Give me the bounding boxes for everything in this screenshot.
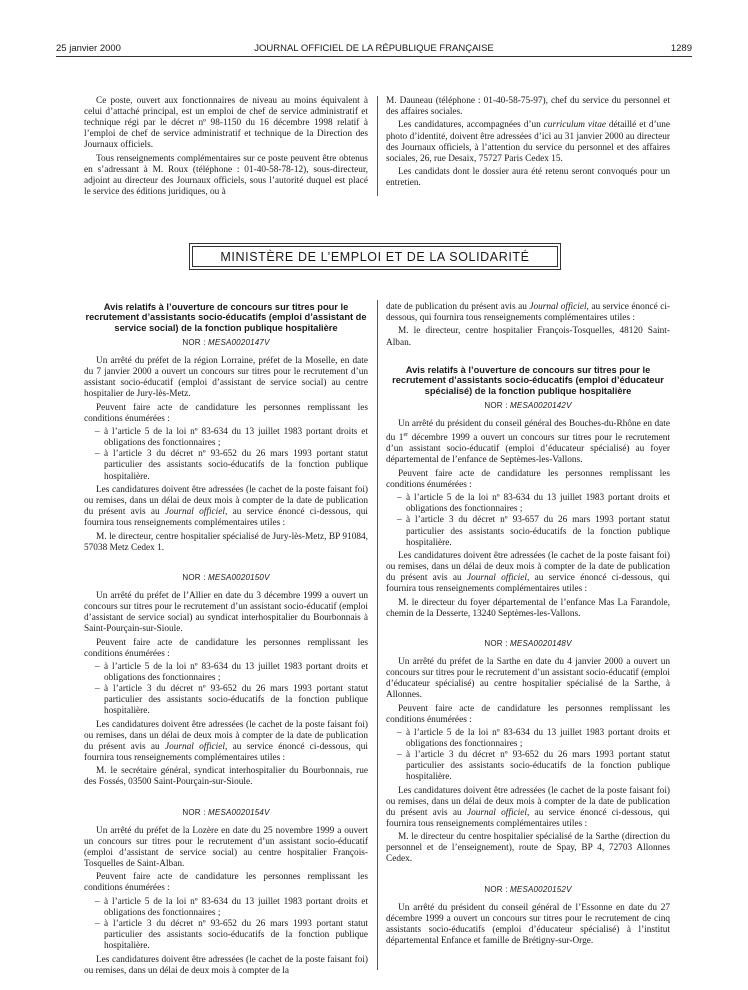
list-item: – à l’article 3 du décret nº 93-652 du 26 mars 1993 portant statut particulier des assistants socio-éducatifs de la fonction publique hospitalière. xyxy=(95,684,368,717)
column-divider xyxy=(377,300,378,970)
conditions-list xyxy=(84,427,368,482)
paragraph: M. Dauneau (téléphone : 01-40-58-75-97), chef du service du personnel et des affaires sociales. xyxy=(386,96,670,118)
nor-reference: NOR : MESA0020150V xyxy=(182,573,270,583)
top-left-column xyxy=(84,96,368,200)
header-journal-title: JOURNAL OFFICIEL DE LA RÉPUBLIQUE FRANÇAISE xyxy=(254,42,494,54)
list-item: – à l’article 5 de la loi nº 83-634 du 13 juillet 1983 portant droits et obligations des fonctionnaires ; xyxy=(95,896,368,918)
section-title: Avis relatifs à l’ouverture de concours sur titres pour le recrutement d’assistants socio-éducatifs (emploi d’assistant de service social) de la fonction publique hospitalière xyxy=(85,302,367,333)
conditions-list xyxy=(84,897,368,952)
paragraph: Peuvent faire acte de candidature les personnes remplissant les conditions énumérées : xyxy=(386,703,670,725)
paragraph: Les candidatures doivent être adressées (le cachet de la poste faisant foi) ou remises, dans un délai de deux mois à compter de la date de publication du présent avis au Journal officiel, au service énoncé ci-dessous, qui fournira tous renseignements complémentaires utiles : xyxy=(84,719,368,763)
paragraph: Les candidats dont le dossier aura été retenu seront convoqués pour un entretien. xyxy=(386,167,670,189)
ministry-heading-box xyxy=(189,243,561,270)
list-item: – à l’article 3 du décret nº 93-652 du 26 mars 1993 portant statut particulier des assistants socio-éducatifs de la fonction publique hospitalière. xyxy=(95,449,368,482)
paragraph: Les candidatures doivent être adressées (le cachet de la poste faisant foi) ou remises, dans un délai de deux mois à compter de la date de publication du présent avis au Journal officiel, au service énoncé ci-dessous, qui fournira tous renseignements complémentaires utiles : xyxy=(84,484,368,529)
paragraph: Les candidatures, accompagnées d’un curriculum vitae détaillé et d’une photo d’identité, doivent être adressées d’ici au 31 janvier 2000 au directeur des Journaux officiels, à l’attention du service du personnel et des affaires sociales, 26, rue Desaix, 75727 Paris Cedex 15. xyxy=(386,120,670,164)
nor-reference: NOR : MESA0020152V xyxy=(484,884,572,894)
list-item: – à l’article 5 de la loi nº 83-634 du 13 juillet 1983 portant droits et obligations des fonctionnaires ; xyxy=(397,728,670,750)
paragraph: Un arrêté du préfet de la Sarthe en date du 4 janvier 2000 a ouvert un concours sur titres pour le recrutement d’un assistant socio-éducatif (emploi d’éducateur spécialisé) au centre hospitalier spécialisé de la Sarthe, à Allonnes. xyxy=(386,657,670,701)
conditions-list xyxy=(84,662,368,717)
paragraph: Peuvent faire acte de candidature les personnes remplissant les conditions énumérées : xyxy=(386,468,670,490)
paragraph: Un arrêté du préfet de la région Lorraine, préfet de la Moselle, en date du 7 janvier 2000 a ouvert un concours sur titres pour le recrutement d’un assistant socio-éducatif (emploi d’assistant de service social) au centre hospitalier de Jury-lès-Metz. xyxy=(84,356,368,400)
address-paragraph: M. le secrétaire général, syndicat interhospitalier du Bourbonnais, rue des Fossés, 03500 Saint-Pourçain-sur-Sioule. xyxy=(84,766,368,788)
nor-reference: NOR : MESA0020147V xyxy=(182,338,270,348)
paragraph: date de publication du présent avis au Journal officiel, au service énoncé ci-dessous, qui fournira tous renseignements complémentaires utiles : xyxy=(386,302,671,324)
nor-reference: NOR : MESA0020142V xyxy=(484,401,572,411)
address-paragraph: M. le directeur, centre hospitalier François-Tosquelles, 48120 Saint-Alban. xyxy=(386,326,670,348)
paragraph: Tous renseignements complémentaires sur ce poste peuvent être obtenus en s’adressant à M. Roux (téléphone : 01-40-58-78-12), sous-directeur, adjoint au directeur des Journaux officiels, sous l’autorité duquel est placé le service des éditions juridiques, ou à xyxy=(84,153,368,197)
list-item: – à l’article 3 du décret nº 93-652 du 26 mars 1993 portant statut particulier des assistants socio-éducatifs de la fonction publique hospitalière. xyxy=(95,919,368,952)
paragraph: Un arrêté du préfet de l’Allier en date du 3 décembre 1999 a ouvert un concours sur titres pour le recrutement d’un assistant socio-éducatif (emploi d’assistant de service social) au syndicat interhospitalier du Bourbonnais à Saint-Pourçain-sur-Sioule. xyxy=(84,591,368,635)
conditions-list xyxy=(386,728,670,783)
paragraph: Les candidatures doivent être adressées (le cachet de la poste faisant foi) ou remises, dans un délai de deux mois à compter de la date de publication du présent avis au Journal officiel, au service énoncé ci-dessous, qui fournira tous renseignements complémentaires utiles : xyxy=(386,551,670,595)
conditions-list xyxy=(386,493,670,548)
paragraph: Un arrêté du président du conseil général des Bouches-du-Rhône en date du 1er décembre 1999 a ouvert un concours sur titres pour le recrutement d’un assistant socio-éducatif (emploi d’éducateur spécialisé) au foyer départemental de l’enfance de Septèmes-les-Vallons. xyxy=(386,419,670,466)
paragraph: Peuvent faire acte de candidature les personnes remplissant les conditions énumérées : xyxy=(84,637,368,659)
left-column xyxy=(84,302,368,979)
top-right-column xyxy=(386,96,670,192)
header-page-number: 1289 xyxy=(670,42,692,54)
paragraph: Peuvent faire acte de candidature les personnes remplissant les conditions énumérées : xyxy=(84,872,368,894)
paragraph: Les candidatures doivent être adressées (le cachet de la poste faisant foi) ou remises, dans un délai de deux mois à compter de la xyxy=(84,954,368,976)
address-paragraph: M. le directeur du centre hospitalier spécialisé de la Sarthe (direction du personnel et de l’enseignement), route de Spay, BP 4, 72703 Allonnes Cedex. xyxy=(386,832,670,865)
ministry-heading: MINISTÈRE DE L’EMPLOI ET DE LA SOLIDARITÉ xyxy=(192,246,558,267)
italic-term: curriculum vitae xyxy=(543,120,606,131)
list-item: – à l’article 5 de la loi nº 83-634 du 13 juillet 1983 portant droits et obligations des fonctionnaires ; xyxy=(95,662,368,684)
section-title: Avis relatifs à l’ouverture de concours sur titres pour le recrutement d’assistants socio-éducatifs (emploi d’éducateur spécialisé) de la fonction publique hospitalière xyxy=(392,364,664,396)
right-column xyxy=(386,302,670,950)
paragraph: Un arrêté du préfet de la Lozère en date du 25 novembre 1999 a ouvert un concours sur titres pour le recrutement d’un assistant socio-éducatif (emploi d’assistant de service social) au centre hospitalier François-Tosquelles de Saint-Alban. xyxy=(84,825,368,869)
list-item: – à l’article 5 de la loi nº 83-634 du 13 juillet 1983 portant droits et obligations des fonctionnaires ; xyxy=(397,493,670,515)
address-paragraph: M. le directeur du foyer départemental de l’enfance Mas La Farandole, chemin de la Desserte, 13240 Septèmes-les-Vallons. xyxy=(386,597,670,619)
list-item: – à l’article 3 du décret nº 93-657 du 26 mars 1993 portant statut particulier des assistants socio-éducatifs de la fonction publique hospitalière. xyxy=(397,515,670,548)
paragraph: Les candidatures doivent être adressées (le cachet de la poste faisant foi) ou remises, dans un délai de deux mois à compter de la date de publication du présent avis au Journal officiel, au service énoncé ci-dessous, qui fournira tous renseignements complémentaires utiles : xyxy=(386,785,670,829)
paragraph: Ce poste, ouvert aux fonctionnaires de niveau au moins équivalent à celui d’attaché principal, est un emploi de chef de service administratif et technique régi par le décret nº 98-1150 du 16 décembre 1998 relatif à l’emploi de chef de service administratif et technique de la Direction des Journaux officiels. xyxy=(84,96,368,151)
page-header xyxy=(56,40,692,56)
list-item: – à l’article 3 du décret nº 93-652 du 26 mars 1993 portant statut particulier des assistants socio-éducatifs de la fonction publique hospitalière. xyxy=(397,750,670,783)
header-date: 25 janvier 2000 xyxy=(56,42,121,54)
column-divider xyxy=(377,96,378,196)
header-rule xyxy=(56,56,692,57)
address-paragraph: M. le directeur, centre hospitalier spécialisé de Jury-lès-Metz, BP 91084, 57038 Metz Cedex 1. xyxy=(84,531,368,553)
nor-reference: NOR : MESA0020148V xyxy=(484,639,572,649)
list-item: – à l’article 5 de la loi nº 83-634 du 13 juillet 1983 portant droits et obligations des fonctionnaires ; xyxy=(95,427,368,449)
paragraph: Peuvent faire acte de candidature les personnes remplissant les conditions énumérées : xyxy=(84,402,368,424)
paragraph: Un arrêté du président du conseil général de l’Essonne en date du 27 décembre 1999 a ouvert un concours sur titres pour le recrutement de cinq assistants socio-éducatifs (emploi d’éducateur spécialisé) à l’institut départemental Enfance et famille de Brétigny-sur-Orge. xyxy=(386,902,670,947)
nor-reference: NOR : MESA0020154V xyxy=(182,807,270,817)
